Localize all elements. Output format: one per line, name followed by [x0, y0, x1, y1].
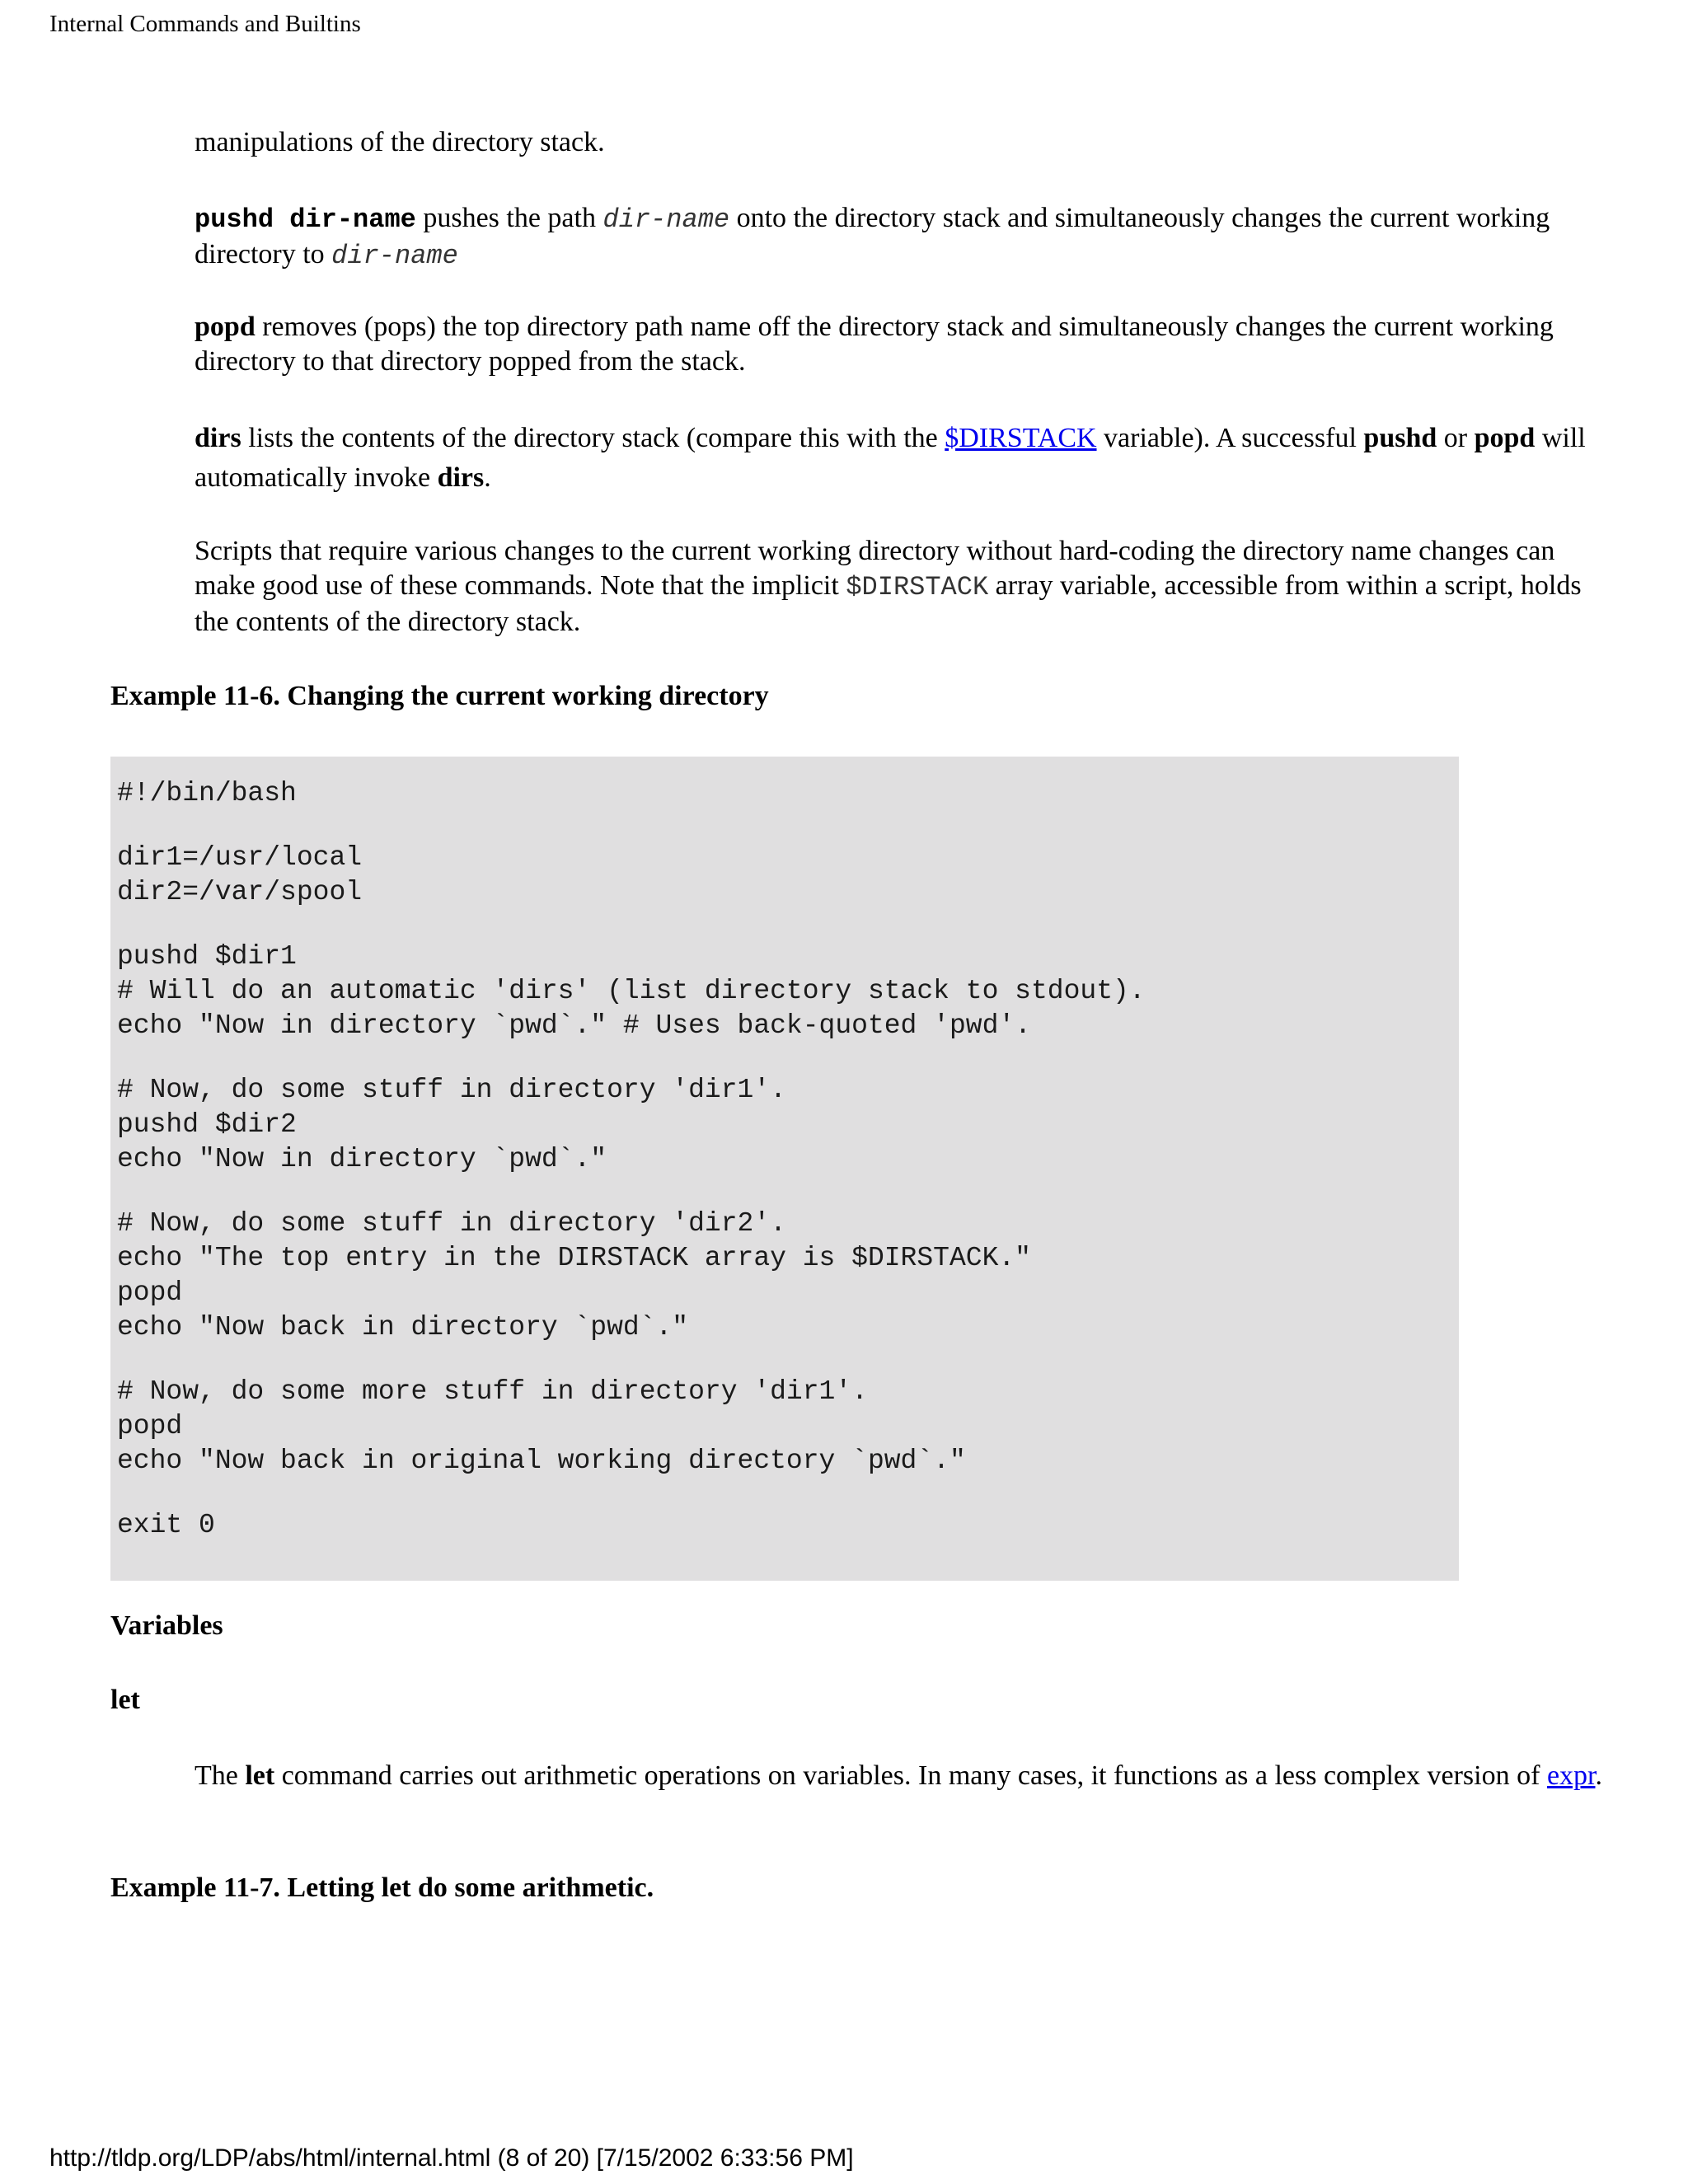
code-line: popd	[117, 1277, 183, 1308]
let-bold: let	[245, 1760, 275, 1791]
dirs-command: dirs	[195, 423, 241, 453]
dirs-text-4: will automatically invoke	[195, 423, 1586, 493]
scripts-text-1: Scripts that require various changes to the current working directory without hard-coding the directory name changes can make good use of these commands. Note that the implicit	[195, 536, 1555, 601]
popd-text: removes (pops) the top directory path name off the directory stack and simultaneously changes the current working directory to that directory popped from the stack.	[195, 312, 1554, 377]
dirs-popd-bold: popd	[1474, 423, 1536, 453]
code-line: # Now, do some more stuff in directory 'dir1'.	[117, 1376, 868, 1407]
code-line: echo "The top entry in the DIRSTACK array is $DIRSTACK."	[117, 1243, 1031, 1273]
dirs-text-5: .	[484, 462, 491, 493]
code-line: echo "Now back in original working directory `pwd`."	[117, 1446, 966, 1476]
example-11-6-title: Example 11-6. Changing the current working directory	[110, 681, 769, 711]
pushd-command: pushd dir-name	[195, 204, 416, 235]
let-text-2: command carries out arithmetic operations on variables. In many cases, it functions as a less complex version of	[274, 1760, 1547, 1791]
scripts-paragraph	[195, 534, 1612, 640]
dirs-pushd-bold: pushd	[1363, 423, 1437, 453]
dirs-paragraph	[195, 419, 1612, 498]
let-text-3: .	[1595, 1760, 1602, 1791]
example-11-6-code-block	[110, 757, 1459, 1581]
intro-paragraph: manipulations of the directory stack.	[195, 127, 605, 157]
let-paragraph	[195, 1759, 1612, 1793]
dirstack-link[interactable]: $DIRSTACK	[945, 423, 1097, 453]
scripts-dirstack-mono: $DIRSTACK	[846, 572, 989, 602]
code-line: # Now, do some stuff in directory 'dir2'.	[117, 1208, 786, 1239]
pushd-text-1: pushes the path	[415, 203, 603, 233]
pushd-paragraph	[195, 201, 1612, 274]
code-line: dir1=/usr/local	[117, 842, 363, 873]
code-line: popd	[117, 1411, 183, 1441]
popd-paragraph	[195, 310, 1612, 379]
dirs-text-1: lists the contents of the directory stack (compare this with the	[241, 423, 945, 453]
example-11-7-title: Example 11-7. Letting let do some arithmetic.	[110, 1872, 654, 1903]
pushd-arg-2: dir-name	[331, 241, 458, 271]
variables-heading: Variables	[110, 1610, 223, 1641]
dirs-text-2: variable). A successful	[1096, 423, 1364, 453]
code-line: pushd $dir2	[117, 1109, 297, 1140]
code-line: echo "Now back in directory `pwd`."	[117, 1312, 689, 1343]
code-line: exit 0	[117, 1510, 215, 1540]
pushd-arg-1: dir-name	[603, 204, 730, 235]
code-line: #!/bin/bash	[117, 778, 297, 808]
code-line: pushd $dir1	[117, 941, 297, 972]
popd-command: popd	[195, 312, 256, 342]
expr-link[interactable]: expr	[1546, 1760, 1596, 1791]
code-line: echo "Now in directory `pwd`." # Uses back-quoted 'pwd'.	[117, 1010, 1031, 1041]
code-line: dir2=/var/spool	[117, 877, 363, 907]
scripts-text-2: array variable, accessible from within a script, holds the contents of the directory stack.	[195, 570, 1582, 637]
pushd-text-2: onto the directory stack and simultaneously changes the current working directory to	[195, 203, 1550, 269]
page-header: Internal Commands and Builtins	[49, 11, 361, 37]
code-line: # Now, do some stuff in directory 'dir1'.	[117, 1075, 786, 1105]
code-line: echo "Now in directory `pwd`."	[117, 1144, 607, 1174]
dirs-text-3: or	[1437, 423, 1475, 453]
let-text-1: The	[195, 1760, 246, 1791]
page-footer: http://tldp.org/LDP/abs/html/internal.html (8 of 20) [7/15/2002 6:33:56 PM]	[49, 2144, 854, 2172]
dirs-dirs-bold: dirs	[437, 462, 485, 493]
let-heading: let	[110, 1685, 140, 1715]
code-line: # Will do an automatic 'dirs' (list directory stack to stdout).	[117, 976, 1146, 1006]
